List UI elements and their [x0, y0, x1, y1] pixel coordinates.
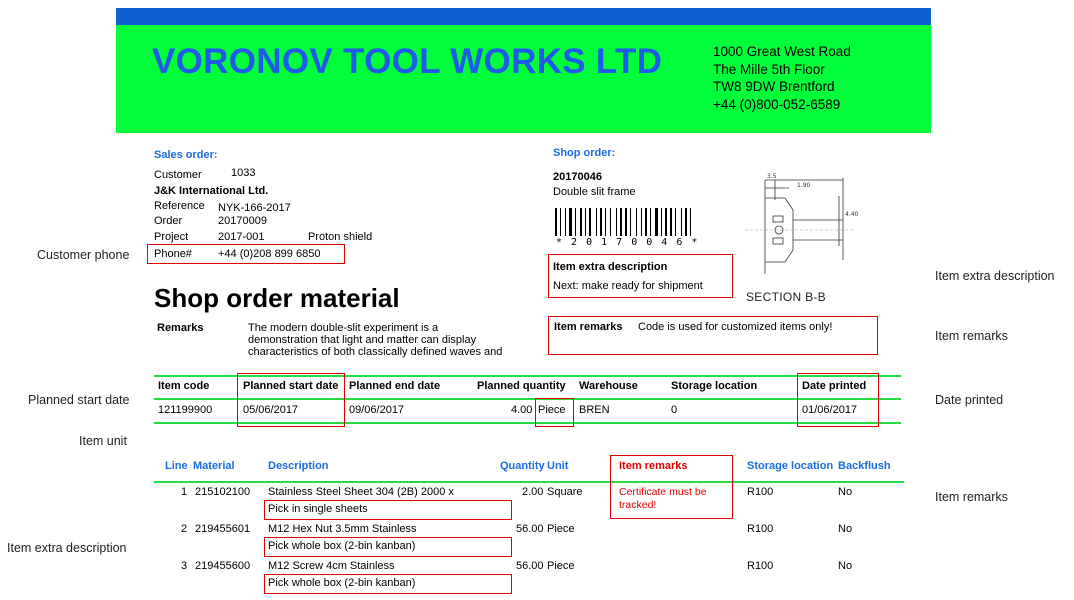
- drawing-dim-3: 4.40: [845, 211, 859, 218]
- barcode-text: * 2 0 1 7 0 0 4 6 *: [556, 237, 699, 248]
- project-name: Proton shield: [308, 231, 373, 243]
- planned-start-box: [237, 373, 345, 427]
- extra-description-value: Next: make ready for shipment: [553, 280, 703, 292]
- customer-name: J&K International Ltd.: [154, 185, 269, 197]
- line-unit: Square: [547, 486, 583, 498]
- barcode-bar: [655, 208, 658, 236]
- barcode-bar: [636, 208, 637, 236]
- warehouse-value: BREN: [579, 404, 610, 416]
- remarks-line: The modern double-slit experiment is a: [248, 322, 439, 334]
- line-extra-description-box: [264, 574, 512, 594]
- extra-description-box: [548, 254, 733, 298]
- barcode-bar: [555, 208, 557, 236]
- drawing-caption: SECTION B-B: [746, 290, 826, 304]
- callout-customer-phone: Customer phone: [37, 248, 130, 262]
- company-phone: +44 (0)800-052-6589: [713, 96, 841, 112]
- line-backflush: No: [838, 523, 853, 535]
- line-remarks-box: [610, 455, 733, 519]
- header-warehouse: Warehouse: [579, 380, 638, 392]
- customer-label: Customer: [154, 169, 202, 181]
- company-name: VORONOV TOOL WORKS LTD: [152, 42, 663, 81]
- barcode-bar: [596, 208, 597, 236]
- barcode-bar: [665, 208, 667, 236]
- drawing-dim-2: 1.90: [797, 182, 811, 189]
- line-material: 219455600: [195, 560, 251, 572]
- line-extra-description: Pick whole box (2-bin kanban): [268, 577, 416, 589]
- remarks-line: demonstration that light and matter can display: [248, 334, 477, 346]
- date-printed-value: 01/06/2017: [802, 404, 858, 416]
- line-storage: R100: [747, 560, 774, 572]
- header-banner: [116, 25, 931, 133]
- barcode-bar: [560, 208, 561, 236]
- line-quantity: 56.00: [516, 560, 544, 572]
- item-remarks-label: Item remarks: [554, 321, 623, 333]
- line-number: 2: [181, 523, 188, 535]
- storage-location-value: 0: [671, 404, 678, 416]
- header-planned-quantity: Planned quantity: [477, 380, 566, 392]
- shop-order-description: Double slit frame: [553, 186, 636, 198]
- barcode-bar: [681, 208, 682, 236]
- barcode-bar: [616, 208, 617, 236]
- barcode-bar: [645, 208, 647, 236]
- barcode-bar: [600, 208, 602, 236]
- barcode-bar: [650, 208, 651, 236]
- header-planned-end: Planned end date: [349, 380, 441, 392]
- header-storage-location: Storage location: [671, 380, 758, 392]
- item-code-value: 121199900: [158, 404, 213, 416]
- section-drawing: [745, 170, 860, 285]
- shop-order-number: 20170046: [553, 171, 602, 183]
- line-description: M12 Hex Nut 3.5mm Stainless: [268, 523, 417, 535]
- header-item-code: Item code: [158, 380, 210, 392]
- line-storage: R100: [747, 486, 774, 498]
- lines-header-description: Description: [268, 460, 329, 472]
- address-line: 1000 Great West Road: [713, 44, 851, 59]
- lines-header-storage: Storage location: [747, 460, 834, 472]
- barcode-bar: [585, 208, 586, 236]
- line-unit: Piece: [547, 560, 575, 572]
- barcode-bar: [565, 208, 566, 236]
- address-line: The Mille 5th Floor: [713, 61, 825, 77]
- barcode-bar: [641, 208, 642, 236]
- barcode-bar: [589, 208, 591, 236]
- reference-value: NYK-166-2017: [218, 202, 291, 214]
- header-date-printed: Date printed: [802, 380, 867, 392]
- reference-label: Reference: [154, 200, 205, 212]
- planned-start-value: 05/06/2017: [243, 404, 299, 416]
- header-top-bar: [116, 8, 931, 25]
- table-rule: [154, 481, 904, 483]
- callout-item-remarks: Item remarks: [935, 329, 1008, 343]
- barcode-bar: [605, 208, 606, 236]
- line-extra-description-box: [264, 537, 512, 557]
- lines-header-unit: Unit: [547, 460, 569, 472]
- item-remarks-box: [548, 316, 878, 355]
- barcode-bar: [690, 208, 691, 236]
- item-remarks-value: Code is used for customized items only!: [638, 321, 833, 333]
- shop-order-heading: Shop order:: [553, 147, 616, 159]
- remarks-line: characteristics of both classically defined waves and: [248, 346, 503, 358]
- callout-date-printed: Date printed: [935, 393, 1004, 407]
- remarks-label: Remarks: [157, 322, 204, 334]
- line-storage: R100: [747, 523, 774, 535]
- line-backflush: No: [838, 560, 853, 572]
- line-extra-description-box: [264, 500, 512, 520]
- barcode-bar: [630, 208, 631, 236]
- remarks-text: [248, 322, 502, 358]
- line-number: 3: [181, 560, 188, 572]
- barcode-bar: [580, 208, 582, 236]
- phone-highlight-box: [147, 244, 345, 264]
- callout-item-extra-description: Item extra description: [935, 269, 1055, 283]
- lines-header-material: Material: [193, 460, 235, 472]
- line-remarks: Certificate must be tracked!: [619, 486, 707, 511]
- barcode-bar: [620, 208, 622, 236]
- callout-item-unit: Item unit: [79, 434, 127, 448]
- sales-order-heading: Sales order:: [154, 149, 218, 161]
- barcode-bar: [670, 208, 672, 236]
- item-unit-value: Piece: [538, 404, 566, 416]
- lines-header-backflush: Backflush: [838, 460, 891, 472]
- line-description: Stainless Steel Sheet 304 (2B) 2000 x: [268, 486, 454, 498]
- header-planned-start: Planned start date: [243, 380, 339, 392]
- line-material: 215102100: [195, 486, 251, 498]
- barcode-bar: [675, 208, 676, 236]
- barcode-bar: [661, 208, 662, 236]
- phone-value: +44 (0)208 899 6850: [218, 248, 321, 260]
- barcode-bar: [575, 208, 576, 236]
- lines-header-remarks: Item remarks: [619, 460, 688, 472]
- line-number: 1: [181, 486, 188, 498]
- planned-end-value: 09/06/2017: [349, 404, 405, 416]
- line-quantity: 56.00: [516, 523, 544, 535]
- extra-description-label: Item extra description: [553, 261, 668, 273]
- planned-quantity-value: 4.00: [511, 404, 533, 416]
- barcode: [555, 208, 710, 236]
- company-address: [713, 43, 851, 113]
- order-label: Order: [154, 215, 183, 227]
- barcode-bar: [625, 208, 627, 236]
- line-backflush: No: [838, 486, 853, 498]
- item-unit-box: [535, 398, 574, 427]
- barcode-bar: [610, 208, 611, 236]
- line-material: 219455601: [195, 523, 251, 535]
- project-label: Project: [154, 231, 189, 243]
- line-unit: Piece: [547, 523, 575, 535]
- callout-item-remarks-lines: Item remarks: [935, 490, 1008, 504]
- project-value: 2017-001: [218, 231, 265, 243]
- line-quantity: 2.00: [522, 486, 544, 498]
- barcode-bar: [569, 208, 572, 236]
- phone-label: Phone#: [154, 248, 192, 260]
- lines-header-quantity: Quantity: [500, 460, 545, 472]
- order-value: 20170009: [218, 215, 267, 227]
- callout-planned-start-date: Planned start date: [28, 393, 130, 407]
- line-description: M12 Screw 4cm Stainless: [268, 560, 395, 572]
- line-extra-description: Pick in single sheets: [268, 503, 368, 515]
- address-line: TW8 9DW Brentford: [713, 79, 835, 94]
- barcode-bar: [685, 208, 687, 236]
- callout-item-extra-description-lines: Item extra description: [7, 541, 127, 555]
- lines-header-line: Line: [165, 460, 188, 472]
- line-extra-description: Pick whole box (2-bin kanban): [268, 540, 416, 552]
- page-title: Shop order material: [154, 283, 400, 313]
- drawing-dim-1: 3.5: [767, 173, 777, 180]
- customer-value: 1033: [231, 167, 256, 179]
- date-printed-box: [797, 373, 879, 427]
